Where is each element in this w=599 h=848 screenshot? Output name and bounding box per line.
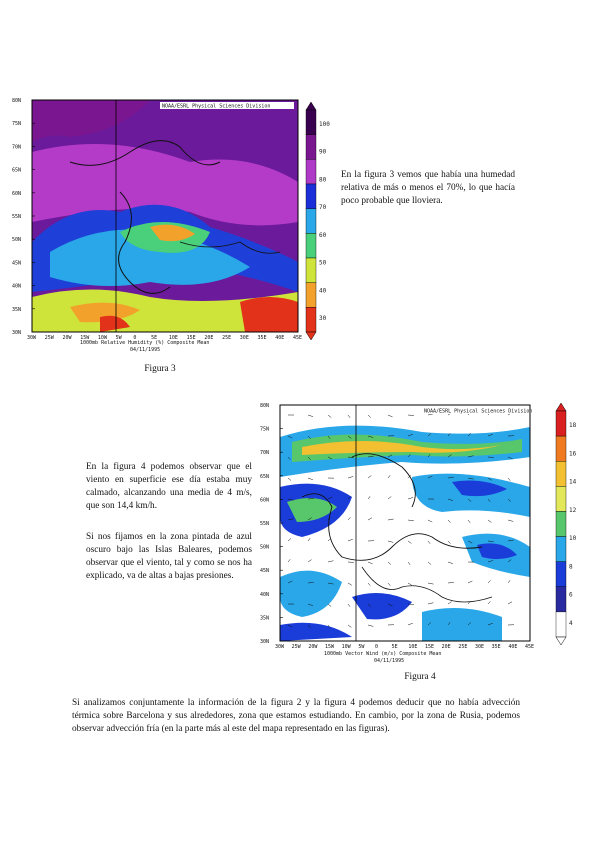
y-tick-label: 50N (12, 237, 22, 244)
figure-4 (262, 397, 582, 667)
x-tick-label: 40E (275, 335, 285, 341)
x-tick-label: 5E (151, 335, 158, 341)
x-tick-label: 25W (44, 335, 54, 341)
paragraph-conclusion: Si analizamos conjuntamente la información de la figura 2 y la figura 4 podemos deducir que no había advección térmica sobre Barcelona y sus alrededores, zona que estamos estudiando. En cambio, por la zona de Rusia, podemos observar advección fría (en la parte más al este del mapa representado en las figuras). (72, 698, 520, 734)
colorbar-label: 18 (569, 422, 577, 430)
figure-3-map (10, 92, 330, 360)
x-tick-label: 20W (308, 644, 318, 650)
x-tick-label: 30E (239, 335, 249, 341)
figure-3-footer-line1: 1000mb Relative Humidity (%) Composite Mean (80, 340, 210, 346)
x-tick-label: 30W (275, 644, 285, 650)
figure-4-footer-line2: 04/11/1995 (374, 658, 405, 664)
x-tick-label: 10W (341, 644, 351, 650)
x-tick-label: 20W (62, 335, 72, 341)
colorbar-segment (556, 461, 566, 486)
x-tick-label: 30W (27, 335, 37, 341)
colorbar-label: 30 (319, 315, 327, 323)
x-tick-label: 20E (441, 644, 451, 650)
colorbar-segment (306, 209, 316, 234)
y-tick-label: 40N (12, 283, 22, 290)
y-tick-label: 70N (260, 450, 270, 457)
colorbar-label: 12 (569, 506, 577, 514)
x-tick-label: 5W (358, 644, 365, 650)
colorbar-label: 40 (319, 287, 327, 295)
y-tick-label: 70N (12, 144, 22, 151)
y-tick-label: 50N (260, 544, 270, 551)
colorbar-segment (556, 562, 566, 587)
x-tick-label: 15W (325, 644, 335, 650)
y-tick-label: 55N (12, 214, 22, 220)
x-tick-label: 0 (133, 335, 137, 341)
x-tick-label: 45E (525, 644, 535, 650)
colorbar-label: 4 (569, 619, 573, 627)
figure-3-caption: Figura 3 (144, 364, 176, 374)
colorbar-label: 50 (319, 259, 327, 267)
figure-3 (10, 92, 330, 360)
colorbar-segment (306, 307, 316, 332)
y-tick-label: 45N (260, 568, 270, 575)
colorbar-segment (556, 486, 566, 511)
x-tick-label: 0 (375, 644, 379, 650)
x-tick-label: 5W (115, 335, 122, 341)
y-tick-label: 60N (260, 497, 270, 504)
x-tick-label: 10W (97, 335, 107, 341)
y-tick-label: 55N (260, 521, 270, 527)
y-tick-label: 75N (260, 426, 270, 433)
figure-4-footer-line1: 1000mb Vector Wind (m/s) Composite Mean (324, 651, 442, 657)
y-tick-label: 35N (12, 306, 22, 313)
x-tick-label: 25W (291, 644, 301, 650)
colorbar-label: 10 (569, 535, 577, 543)
colorbar-segment (306, 135, 316, 160)
y-tick-label: 80N (260, 403, 270, 409)
colorbar-segment (306, 159, 316, 184)
colorbar-segment (306, 258, 316, 283)
colorbar-label: 6 (569, 591, 573, 599)
colorbar-label: 16 (569, 450, 577, 458)
x-tick-label: 35E (257, 335, 267, 341)
y-tick-label: 75N (12, 121, 22, 128)
colorbar-segment (306, 283, 316, 308)
colorbar-segment (556, 511, 566, 536)
colorbar-segment (556, 436, 566, 461)
x-tick-label: 15E (186, 335, 196, 341)
colorbar-top-arrow (306, 102, 316, 110)
colorbar-label: 60 (319, 231, 327, 239)
x-tick-label: 40E (508, 644, 518, 650)
colorbar-segment (556, 587, 566, 612)
y-tick-label: 80N (12, 98, 22, 104)
colorbar-bottom-arrow (306, 332, 316, 340)
figure-4-map (262, 397, 582, 667)
colorbar-segment (556, 537, 566, 562)
paragraph-figure-4-1: En la figura 4 podemos observar que el viento en superficie ese día estaba muy calmado, alcanzando una media de 4 m/s, que son 14,4 km/h. (86, 462, 252, 511)
figure-3-header: NOAA/ESRL Physical Sciences Division (162, 103, 271, 110)
x-tick-label: 25E (222, 335, 232, 341)
colorbar-label: 90 (319, 148, 327, 156)
x-tick-label: 45E (293, 335, 303, 341)
colorbar-label: 70 (319, 204, 327, 212)
y-tick-label: 45N (12, 260, 22, 267)
figure-3-footer-line2: 04/11/1995 (130, 347, 161, 353)
y-tick-label: 35N (260, 615, 270, 622)
x-tick-label: 15E (425, 644, 435, 650)
colorbar-top-arrow (556, 403, 566, 411)
colorbar-segment (306, 184, 316, 209)
colorbar-label: 14 (569, 478, 577, 486)
figure-4-caption: Figura 4 (404, 672, 436, 682)
colorbar-label: 8 (569, 563, 573, 571)
y-tick-label: 65N (12, 167, 22, 174)
y-tick-label: 30N (12, 330, 22, 336)
colorbar-segment (306, 110, 316, 135)
colorbar-label: 80 (319, 176, 327, 184)
x-tick-label: 20E (204, 335, 214, 341)
x-tick-label: 10E (168, 335, 178, 341)
y-tick-label: 65N (260, 473, 270, 480)
x-tick-label: 30E (475, 644, 485, 650)
colorbar-segment (556, 411, 566, 436)
x-tick-label: 5E (391, 644, 398, 650)
x-tick-label: 10E (408, 644, 418, 650)
paragraph-figure-4-2: Si nos fijamos en la zona pintada de azul oscuro bajo las Islas Baleares, podemos observar que el viento, tal y como se nos ha explicado, va de altas a bajas presiones. (86, 532, 252, 581)
figure-4-header: NOAA/ESRL Physical Sciences Division (424, 408, 533, 415)
colorbar-label: 100 (319, 120, 330, 128)
y-tick-label: 40N (260, 591, 270, 598)
colorbar-segment (306, 233, 316, 258)
paragraph-figure-3: En la figura 3 vemos que había una humedad relativa de más o menos el 70%, lo que hacía poco probable que lloviera. (341, 170, 515, 206)
x-tick-label: 35E (491, 644, 501, 650)
x-tick-label: 25E (458, 644, 468, 650)
y-tick-label: 60N (12, 190, 22, 197)
x-tick-label: 15W (80, 335, 90, 341)
colorbar-segment (556, 612, 566, 637)
y-tick-label: 30N (260, 639, 270, 645)
colorbar-bottom-arrow (556, 637, 566, 645)
